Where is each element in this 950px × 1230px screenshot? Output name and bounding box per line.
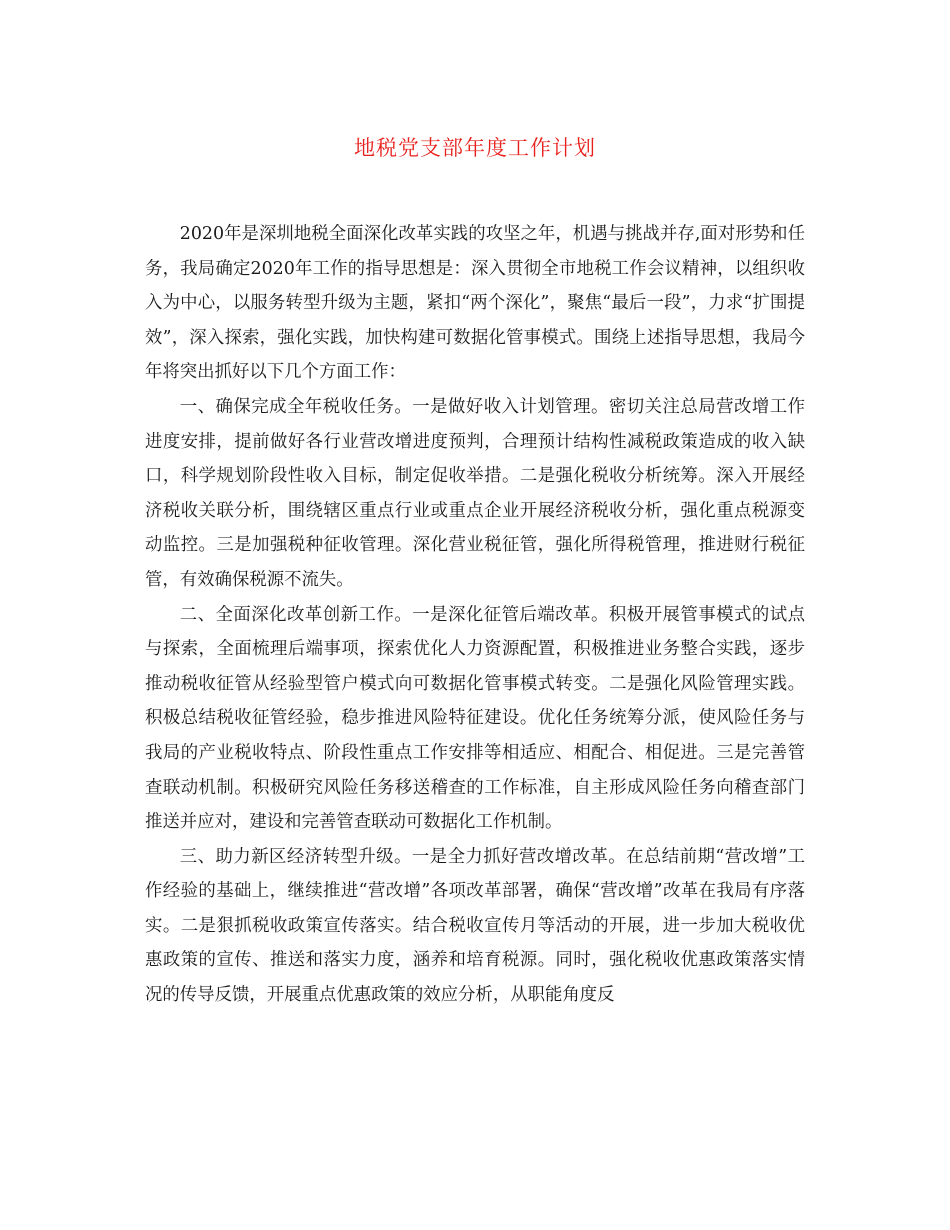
paragraph-section-3: 三、助力新区经济转型升级。一是全力抓好营改增改革。在总结前期“营改增”工作经验的基础上，继续推进“营改增”各项改革部署，确保“营改增”改革在我局有序落实。二是狠抓税收政策宣传落实。结合税收宣传月等活动的开展，进一步加大税收优惠政策的宣传、推送和落实力度，涵养和培育税源。同时，强化税收优惠政策落实情况的传导反馈，开展重点优惠政策的效应分析，从职能角度反 (145, 846, 805, 1006)
paragraph-intro: 2020年是深圳地税全面深化改革实践的攻坚之年，机遇与挑战并存,面对形势和任务，我局确定2020年工作的指导思想是：深入贯彻全市地税工作会议精神，以组织收入为中心，以服务转型升级为主题，紧扣“两个深化”，聚焦“最后一段”，力求“扩围提效”，深入探索，强化实践，加快构建可数据化管事模式。围绕上述指导思想，我局今年将突出抓好以下几个方面工作： (145, 224, 805, 383)
paragraph-section-1: 一、确保完成全年税收任务。一是做好收入计划管理。密切关注总局营改增工作进度安排，提前做好各行业营改增进度预判，合理预计结构性减税政策造成的收入缺口，科学规划阶段性收入目标，制定促收举措。二是强化税收分析统筹。深入开展经济税收关联分析，围绕辖区重点行业或重点企业开展经济税收分析，强化重点税源变动监控。三是加强税种征收管理。深化营业税征管，强化所得税管理，推进财行税征管，有效确保税源不流失。 (145, 396, 805, 590)
document-title: 地税党支部年度工作计划 (354, 136, 596, 160)
paragraph-section-2: 二、全面深化改革创新工作。一是深化征管后端改革。积极开展管事模式的试点与探索，全面梳理后端事项，探索优化人力资源配置，积极推进业务整合实践，逐步推动税收征管从经验型管户模式向可数据化管事模式转变。二是强化风险管理实践。积极总结税收征管经验，稳步推进风险特征建设。优化任务统筹分派，使风险任务与我局的产业税收特点、阶段性重点工作安排等相适应、相配合、相促进。三是完善管查联动机制。积极研究风险任务移送稽查的工作标准，自主形成风险任务向稽查部门推送并应对，建设和完善管查联动可数据化工作机制。 (145, 604, 805, 833)
document-body (145, 217, 805, 1013)
